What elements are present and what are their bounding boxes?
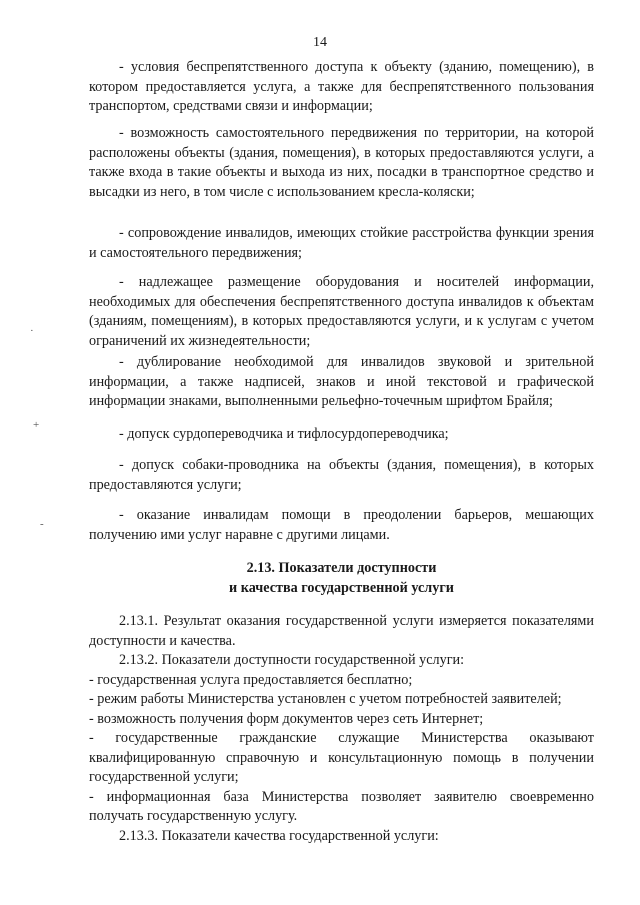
bullet-paragraph — [89, 224, 594, 263]
bullet-text: - допуск собаки-проводника на объекты (здания, помещения), в которых предоставляются услуги; — [89, 457, 594, 493]
body-paragraph: - информационная база Министерства позволяет заявителю своевременно получать государственную услугу. — [89, 788, 594, 824]
bullet-paragraph — [89, 506, 594, 545]
bullet-paragraph — [89, 456, 594, 495]
section-title-line: 2.13. Показатели доступности — [246, 560, 437, 576]
body-paragraph: - режим работы Министерства установлен с учетом потребностей заявителей; — [89, 691, 562, 707]
bullet-paragraph — [89, 425, 594, 445]
page-number: 14 — [313, 35, 327, 50]
bullet-text: - возможность самостоятельного передвижения по территории, на которой расположены объекты (здания, помещения), в которых предоставляются услуги, а также входа в такие объекты и выхода из них, посадки в транспортное средство и высадки из него, в том числе с использованием кресла-коляски; — [89, 125, 594, 200]
section-title-line: и качества государственной услуги — [229, 580, 454, 596]
body-paragraph: - государственные гражданские служащие Министерства оказывают квалифицированную справочную и консультационную помощь в получении государственной услуги; — [89, 730, 594, 785]
bullet-text: - дублирование необходимой для инвалидов звуковой и зрительной информации, а также надписей, знаков и иной текстовой и графической информации знаками, выполненными рельефно-точечным шрифтом Брайля; — [89, 354, 594, 409]
bullet-text: - условия беспрепятственного доступа к объекту (зданию, помещению), в котором предоставляется услуга, а также для беспрепятственного пользования транспортом, средствами связи и информации; — [89, 59, 594, 114]
body-paragraph: 2.13.2. Показатели доступности государственной услуги: — [119, 652, 465, 668]
bullet-text: - допуск сурдопереводчика и тифлосурдопереводчика; — [119, 426, 449, 442]
bullet-text: - оказание инвалидам помощи в преодолении барьеров, мешающих получению ими услуг наравне с другими лицами. — [89, 507, 594, 543]
section-body — [89, 612, 594, 846]
scan-mark: - — [40, 518, 44, 530]
scan-mark: · — [30, 325, 34, 337]
bullet-paragraph — [89, 124, 594, 202]
body-paragraph: - возможность получения форм документов через сеть Интернет; — [89, 710, 484, 727]
body-paragraph: - государственная услуга предоставляется бесплатно; — [89, 671, 413, 688]
bullet-paragraph — [89, 353, 594, 412]
bullet-text: - надлежащее размещение оборудования и носителей информации, необходимых для обеспечения беспрепятственного доступа инвалидов к объектам (зданиям, помещениям), в которых предоставляются услуги, и к услугам с учетом ограничений их жизнедеятельности; — [89, 274, 594, 349]
bullet-paragraph — [89, 273, 594, 351]
body-paragraph: 2.13.1. Результат оказания государственной услуги измеряется показателями доступности и качества. — [89, 613, 594, 649]
bullet-paragraph — [89, 58, 594, 117]
section-heading — [89, 558, 594, 598]
bullet-text: - сопровождение инвалидов, имеющих стойкие расстройства функции зрения и самостоятельного передвижения; — [89, 225, 594, 261]
scan-mark: + — [33, 419, 40, 431]
body-paragraph: 2.13.3. Показатели качества государственной услуги: — [119, 827, 439, 844]
